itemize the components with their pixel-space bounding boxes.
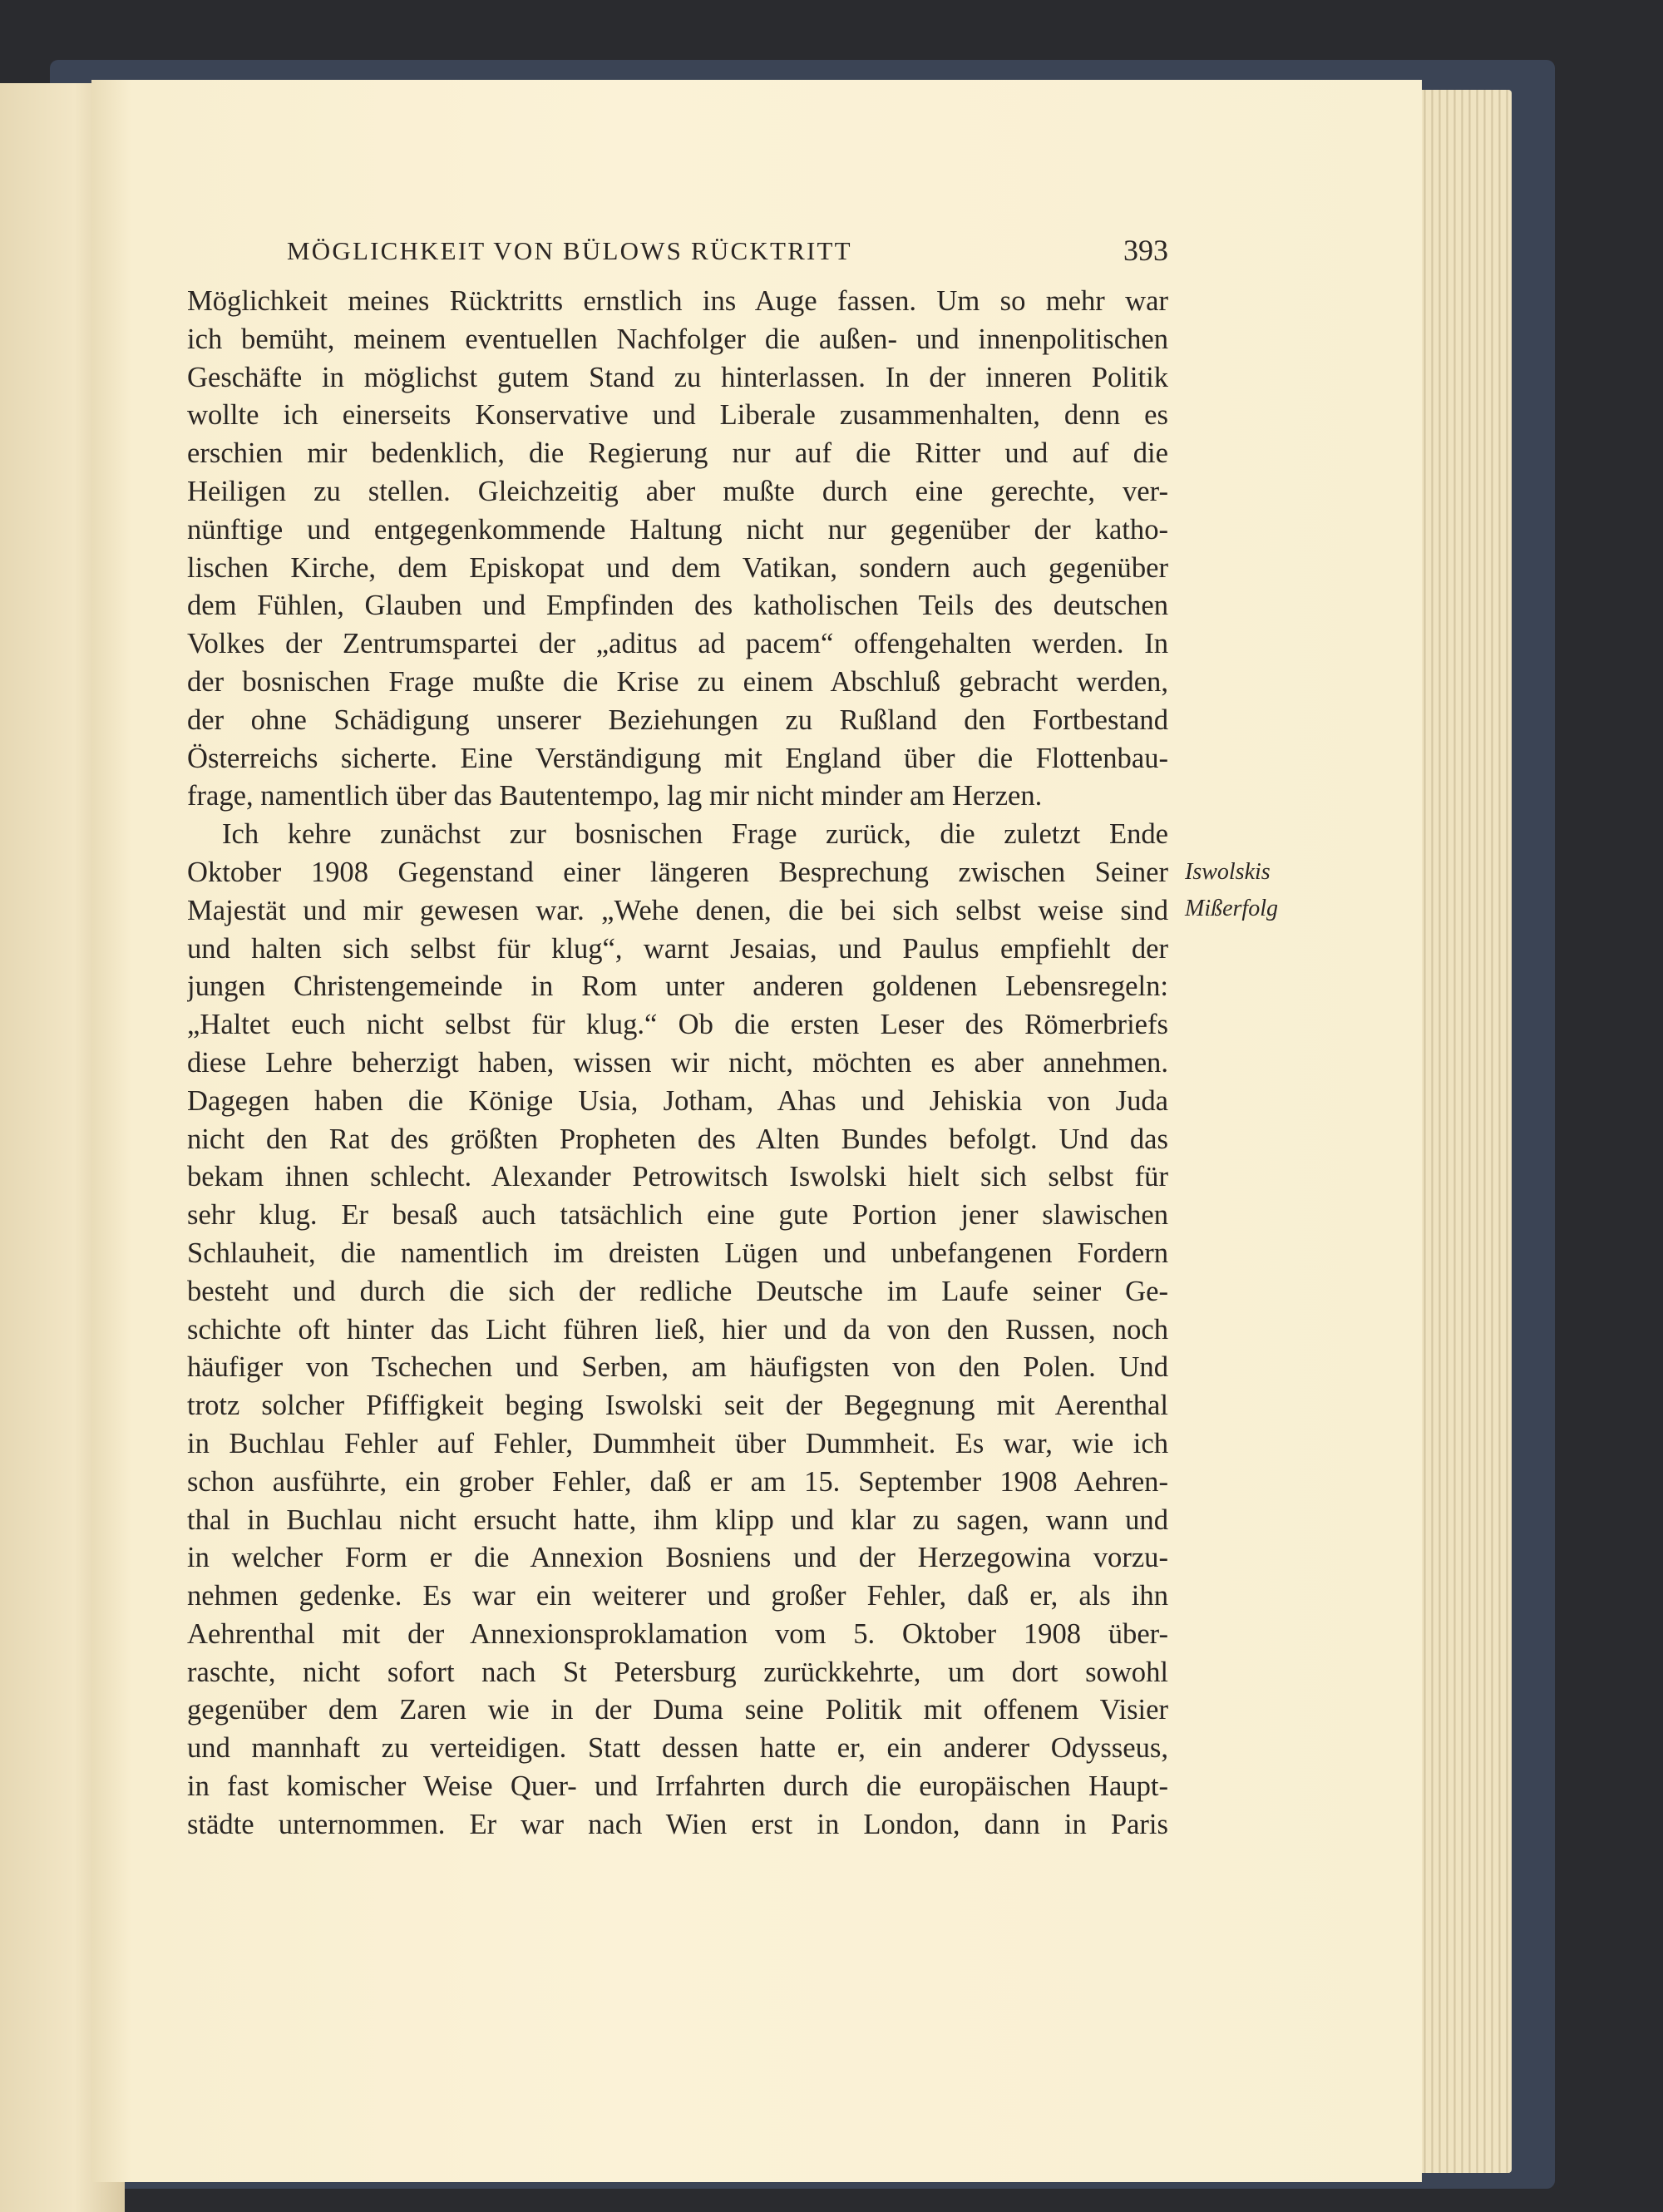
text-line: Möglichkeit meines Rücktritts ernstlich ins Auge fassen. Um so mehr war [187,285,1168,317]
text-line: nehmen gedenke. Es war ein weiterer und großer Fehler, daß er, als ihn [187,1580,1168,1612]
text-line: und halten sich selbst für klug“, warnt Jesaias, und Paulus empfiehlt der [187,932,1168,965]
text-line: lischen Kirche, dem Episkopat und dem Vatikan, sondern auch gegenüber [187,551,1168,584]
text-line: und mannhaft zu verteidigen. Statt dessen hatte er, ein anderer Odysseus, [187,1732,1168,1765]
paragraph-end-line: frage, namentlich über das Bautentempo, lag mir nicht minder am Herzen. [187,780,1043,812]
marginal-note [1185,854,1278,927]
text-line: „Haltet euch nicht selbst für klug.“ Ob die ersten Leser des Römerbriefs [187,1009,1168,1041]
text-line: sehr klug. Er besaß auch tatsächlich eine gute Portion jener slawischen [187,1199,1168,1232]
running-head-title: MÖGLICHKEIT VON BÜLOWS RÜCKTRITT [287,236,852,265]
page-number: 393 [1123,234,1168,267]
text-line: Aehrenthal mit der Annexionsproklamation vom 5. Oktober 1908 über- [187,1617,1168,1650]
text-line: in fast komischer Weise Quer- und Irrfahrten durch die europäischen Haupt- [187,1770,1168,1803]
text-line: besteht und durch die sich der redliche Deutsche im Laufe seiner Ge- [187,1275,1168,1307]
text-line: in Buchlau Fehler auf Fehler, Dummheit über Dummheit. Es war, wie ich [187,1427,1168,1459]
paragraph-start-line: Ich kehre zunächst zur bosnischen Frage zurück, die zuletzt Ende [222,818,1168,851]
text-line: thal in Buchlau nicht ersucht hatte, ihm klipp und klar zu sagen, wann und [187,1503,1168,1536]
text-line: dem Fühlen, Glauben und Empfinden des katholischen Teils des deutschen [187,590,1168,622]
text-line: städte unternommen. Er war nach Wien erst in London, dann in Paris [187,1808,1168,1840]
marginal-note-line: Mißerfolg [1185,896,1278,921]
text-line: Geschäfte in möglichst gutem Stand zu hinterlassen. In der inneren Politik [187,361,1168,393]
text-line: Oktober 1908 Gegenstand einer längeren Besprechung zwischen Seiner [187,856,1168,888]
text-line: der bosnischen Frage mußte die Krise zu einem Abschluß gebracht werden, [187,665,1168,698]
text-line: in welcher Form er die Annexion Bosniens und der Herzegowina vorzu- [187,1542,1168,1574]
text-line: raschte, nicht sofort nach St Petersburg zurückkehrte, um dort sowohl [187,1656,1168,1688]
text-line: trotz solcher Pfiffigkeit beging Iswolski seit der Begegnung mit Aerenthal [187,1390,1168,1422]
text-line: schichte oft hinter das Licht führen ließ, hier und da von den Russen, noch [187,1313,1168,1345]
text-line: Dagegen haben die Könige Usia, Jotham, Ahas und Jehiskia von Juda [187,1084,1168,1117]
text-line: Heiligen zu stellen. Gleichzeitig aber mußte durch eine gerechte, ver- [187,475,1168,507]
text-line: erschien mir bedenklich, die Regierung nur auf die Ritter und auf die [187,437,1168,470]
running-head [187,236,1168,269]
text-line: gegenüber dem Zaren wie in der Duma seine Politik mit offenem Visier [187,1694,1168,1726]
text-line: häufiger von Tschechen und Serben, am häufigsten von den Polen. Und [187,1351,1168,1384]
text-line: Volkes der Zentrumspartei der „aditus ad pacem“ offengehalten werden. In [187,628,1168,660]
text-line: Schlauheit, die namentlich im dreisten Lügen und unbefangenen Fordern [187,1237,1168,1269]
text-line: Majestät und mir gewesen war. „Wehe denen, die bei sich selbst weise sind [187,894,1168,926]
text-line: jungen Christengemeinde in Rom unter anderen goldenen Lebensregeln: [187,970,1168,1003]
text-line: bekam ihnen schlecht. Alexander Petrowitsch Iswolski hielt sich selbst für [187,1161,1168,1193]
marginal-note-line: Iswolskis [1185,859,1271,885]
text-line: schon ausführte, ein grober Fehler, daß er am 15. September 1908 Aehren- [187,1465,1168,1498]
text-line: ich bemüht, meinem eventuellen Nachfolger die außen- und innenpolitischen [187,323,1168,355]
text-line: wollte ich einerseits Konservative und Liberale zusammenhalten, denn es [187,399,1168,432]
text-line: nicht den Rat des größten Propheten des Alten Bundes befolgt. Und das [187,1123,1168,1155]
text-line: diese Lehre beherzigt haben, wissen wir nicht, möchten es aber annehmen. [187,1046,1168,1079]
body-text [187,283,1168,1844]
text-line: Österreichs sicherte. Eine Verständigung mit England über die Flottenbau- [187,742,1168,774]
text-line: der ohne Schädigung unserer Beziehungen zu Rußland den Fortbestand [187,704,1168,736]
text-line: nünftige und entgegenkommende Haltung nicht nur gegenüber der katho- [187,513,1168,546]
